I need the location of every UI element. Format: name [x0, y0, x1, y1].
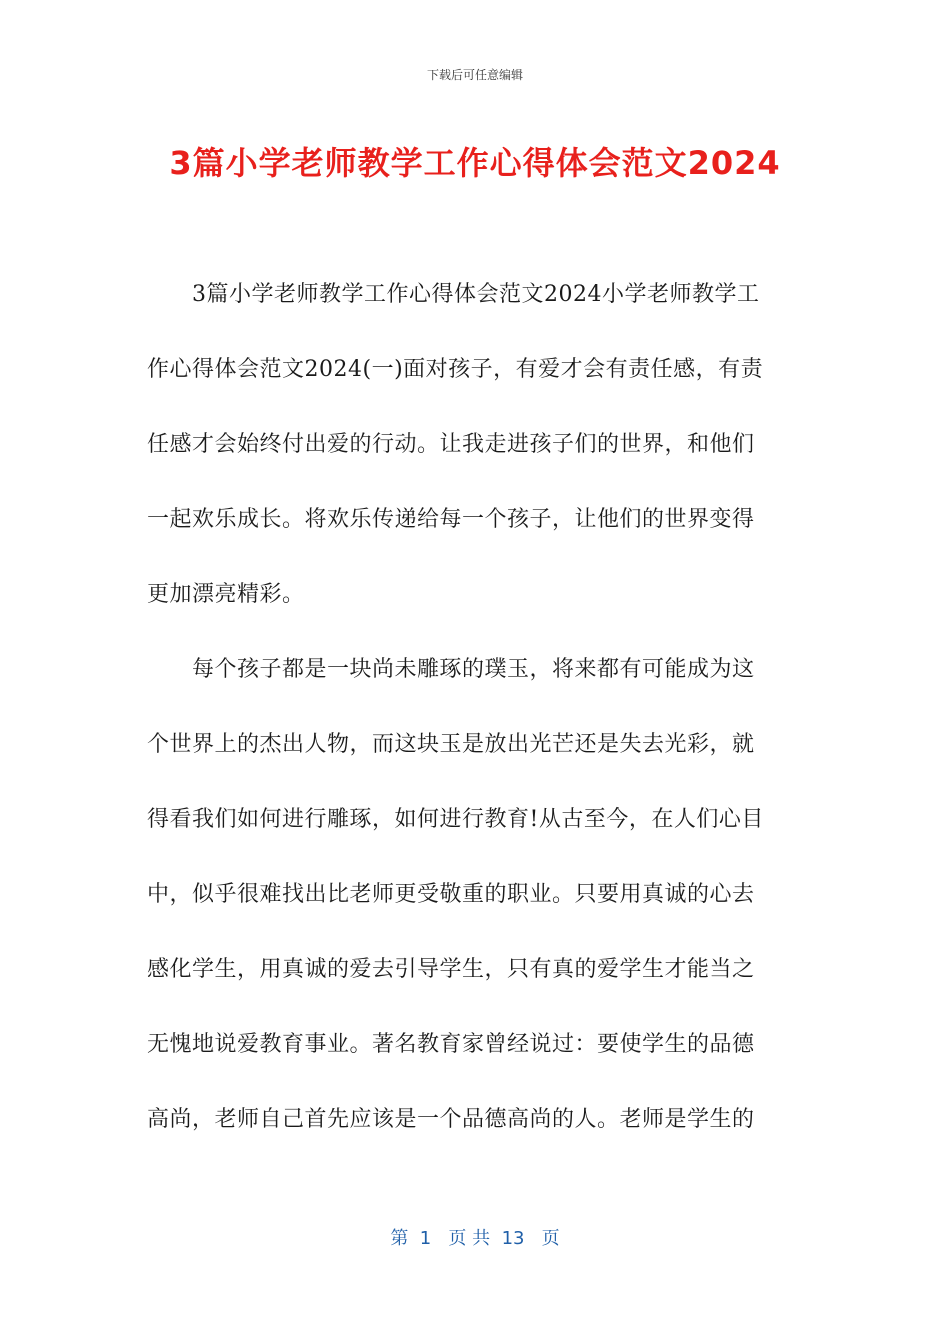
paragraph-line: 3篇小学老师教学工作心得体会范文2024小学老师教学工	[192, 282, 760, 307]
paragraph-line: 一起欢乐成长。将欢乐传递给每一个孩子，让他们的世界变得	[147, 507, 755, 532]
paragraph-1	[147, 257, 803, 632]
paragraph-line: 每个孩子都是一块尚未雕琢的璞玉，将来都有可能成为这	[192, 657, 755, 682]
document-title: 3篇小学老师教学工作心得体会范文2024	[169, 144, 781, 182]
paragraph-line: 中，似乎很难找出比老师更受敬重的职业。只要用真诚的心去	[147, 882, 755, 907]
paragraph-line: 作心得体会范文2024(一)面对孩子，有爱才会有责任感，有责	[147, 357, 764, 382]
paragraph-line: 感化学生，用真诚的爱去引导学生，只有真的爱学生才能当之	[147, 957, 755, 982]
paragraph-2	[147, 632, 803, 1157]
paragraph-line: 高尚，老师自己首先应该是一个品德高尚的人。老师是学生的	[147, 1107, 755, 1132]
header-note: 下载后可任意编辑	[426, 68, 523, 82]
page-footer: 第 1 页 共 13 页	[390, 1228, 560, 1249]
paragraph-line: 任感才会始终付出爱的行动。让我走进孩子们的世界，和他们	[147, 432, 755, 457]
paragraph-line: 无愧地说爱教育事业。著名教育家曾经说过：要使学生的品德	[147, 1032, 755, 1057]
paragraph-line: 个世界上的杰出人物，而这块玉是放出光芒还是失去光彩，就	[147, 732, 755, 757]
paragraph-line: 得看我们如何进行雕琢，如何进行教育!从古至今，在人们心目	[147, 807, 764, 832]
document-body	[147, 257, 803, 1157]
paragraph-line: 更加漂亮精彩。	[147, 582, 305, 607]
